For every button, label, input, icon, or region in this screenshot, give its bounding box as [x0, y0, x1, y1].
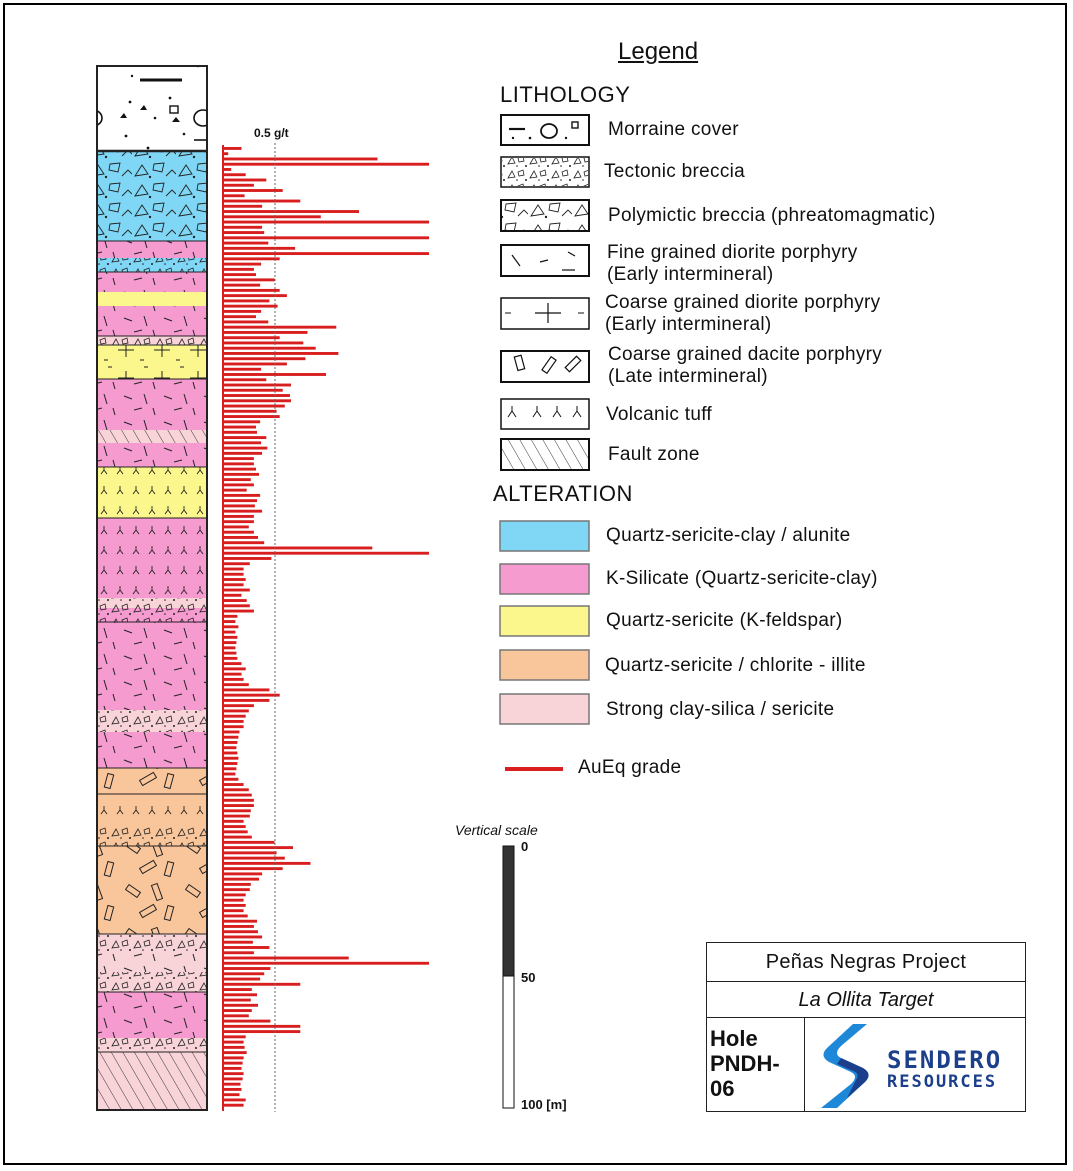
grade-bar — [223, 999, 251, 1002]
legend-title: Legend — [618, 38, 699, 65]
swatch-fine-diorite — [501, 245, 589, 276]
legend-lithology-swatches — [501, 115, 589, 470]
hole-id — [707, 1018, 805, 1111]
grade-bar — [223, 562, 250, 565]
grade-bar — [223, 930, 258, 933]
grade-bar — [223, 336, 280, 339]
grade-bar — [223, 594, 242, 597]
scale-tick-100: 100 [m] — [521, 1097, 567, 1112]
grade-bar — [223, 909, 244, 912]
grade-bar — [223, 704, 254, 707]
grade-bar — [223, 494, 260, 497]
grade-bar — [223, 247, 295, 250]
grade-bar — [223, 389, 283, 392]
grade-bar — [223, 205, 262, 208]
grade-bar — [223, 673, 242, 676]
grade-bar — [223, 368, 261, 371]
grade-bar — [223, 189, 283, 192]
alteration-label-1: Quartz-sericite-clay / alunite — [606, 525, 851, 546]
grade-bars — [223, 145, 429, 1111]
grade-bar — [223, 1020, 270, 1023]
grade-bar — [223, 720, 244, 723]
grade-bar — [223, 431, 257, 434]
grade-bar — [223, 457, 254, 460]
grade-bar — [223, 504, 255, 507]
grade-bar — [223, 510, 262, 513]
grade-bar — [223, 426, 256, 429]
grade-bar — [223, 578, 246, 581]
grade-bar — [223, 405, 285, 408]
grade-bar — [223, 147, 242, 150]
title-block — [706, 942, 1026, 1112]
grade-bar — [223, 1093, 240, 1096]
grade-bar — [223, 978, 260, 981]
grade-bar — [223, 441, 261, 444]
grade-bar — [223, 983, 300, 986]
grade-bar — [223, 709, 249, 712]
grade-bar — [223, 867, 283, 870]
lithology-label-5 — [605, 292, 880, 336]
lithology-label-4 — [607, 242, 858, 286]
grade-bar — [223, 757, 238, 760]
alteration-label-2: K-Silicate (Quartz-sericite-clay) — [606, 568, 878, 589]
swatch-dacite — [501, 351, 589, 382]
grade-bar — [223, 878, 259, 881]
swatch-alt-3 — [500, 606, 589, 636]
grade-bar — [223, 1051, 247, 1054]
grade-bar — [223, 499, 257, 502]
grade-bar — [223, 278, 275, 281]
grade-bar — [223, 547, 372, 550]
grade-bar — [223, 767, 236, 770]
company-name-line2: RESOURCES — [887, 1072, 998, 1092]
grade-bar — [223, 273, 256, 276]
grade-bar — [223, 473, 259, 476]
grade-bar — [223, 936, 262, 939]
grade-bar — [223, 347, 316, 350]
grade-bar — [223, 967, 270, 970]
grade-bar — [223, 1056, 244, 1059]
grade-bar — [223, 468, 256, 471]
grade-bar — [223, 809, 251, 812]
grade-bar — [223, 163, 429, 166]
grade-bar — [223, 620, 235, 623]
grade-bar — [223, 447, 267, 450]
grade-bar — [223, 252, 429, 255]
grade-bar — [223, 1030, 300, 1033]
grade-bar — [223, 625, 238, 628]
grade-bar — [223, 179, 266, 182]
swatch-volcanic-tuff — [501, 399, 589, 429]
grade-bar — [223, 825, 246, 828]
grade-bar — [223, 678, 244, 681]
grade-bar — [223, 483, 254, 486]
grade-bar — [223, 415, 280, 418]
grade-bar — [223, 378, 266, 381]
grade-bar — [223, 778, 238, 781]
hole-id-line1: Hole — [710, 1026, 758, 1051]
grade-bar — [223, 1072, 244, 1075]
lithology-label-6-line1: Coarse grained dacite porphyry — [608, 344, 883, 365]
grade-bar — [223, 462, 254, 465]
alteration-heading: ALTERATION — [493, 481, 633, 506]
grade-bar — [223, 541, 264, 544]
grade-bar — [223, 636, 237, 639]
grade-bar — [223, 904, 246, 907]
hole-id-line3: 06 — [710, 1076, 735, 1101]
grade-bar — [223, 652, 236, 655]
grade-bar — [223, 731, 240, 734]
grade-bar — [223, 520, 254, 523]
grade-bar — [223, 1004, 258, 1007]
grade-bar — [223, 320, 268, 323]
grade-bar — [223, 657, 237, 660]
grade-bar — [223, 736, 238, 739]
grade-bar — [223, 788, 249, 791]
grade-bar — [223, 173, 246, 176]
grade-bar — [223, 568, 244, 571]
swatch-tectonic-breccia — [501, 157, 589, 187]
grade-bar — [223, 410, 277, 413]
lithology-label-4-line2: (Early intermineral) — [607, 264, 774, 285]
grade-bar — [223, 200, 300, 203]
grade-bar — [223, 1088, 242, 1091]
grade-bar — [223, 236, 429, 239]
grade-bar — [223, 1062, 243, 1065]
grade-bar — [223, 489, 247, 492]
legend-alteration-swatches — [500, 521, 589, 724]
grade-bar — [223, 1035, 246, 1038]
grade-bar — [223, 352, 338, 355]
grade-bar — [223, 384, 291, 387]
grade-bar — [223, 741, 237, 744]
grade-bar — [223, 536, 258, 539]
grade-bar — [223, 215, 321, 218]
grade-bar — [223, 962, 429, 965]
lithology-label-1: Morraine cover — [608, 119, 739, 140]
grade-bar — [223, 804, 254, 807]
grade-bar — [223, 226, 262, 229]
grade-bar — [223, 615, 237, 618]
grade-bar — [223, 694, 280, 697]
lithology-column — [97, 66, 207, 1110]
grade-bar — [223, 631, 235, 634]
swatch-fault-zone — [501, 439, 589, 470]
grade-bar — [223, 194, 245, 197]
grade-bar — [223, 836, 252, 839]
grade-bar — [223, 941, 253, 944]
grade-bar — [223, 841, 275, 844]
lithology-label-7: Volcanic tuff — [606, 404, 713, 425]
grade-bar — [223, 773, 235, 776]
grade-bar — [223, 951, 254, 954]
lithology-label-5-line2: (Early intermineral) — [605, 314, 772, 335]
swatch-moraine — [501, 115, 589, 145]
lithology-label-3: Polymictic breccia (phreatomagmatic) — [608, 205, 936, 226]
grade-bar — [223, 310, 261, 313]
grade-bar — [223, 920, 257, 923]
grade-bar — [223, 1009, 252, 1012]
grade-bar — [223, 294, 287, 297]
grade-bar — [223, 715, 246, 718]
grade-bar — [223, 820, 244, 823]
swatch-alt-1 — [500, 521, 589, 551]
grade-bar — [223, 168, 231, 171]
grade-bar — [223, 299, 269, 302]
grade-bar — [223, 599, 247, 602]
grade-bar — [223, 342, 303, 345]
swatch-polymictic-breccia — [501, 200, 589, 231]
grade-bar — [223, 1041, 244, 1044]
grade-bar — [223, 699, 269, 702]
alteration-label-5: Strong clay-silica / sericite — [606, 699, 835, 720]
grade-bar — [223, 357, 305, 360]
grade-bar — [223, 604, 250, 607]
swatch-alt-5 — [500, 694, 589, 724]
grade-bar — [223, 883, 251, 886]
grade-bar — [223, 1046, 245, 1049]
grade-bar — [223, 184, 254, 187]
grade-bar — [223, 531, 254, 534]
grade-bar — [223, 752, 237, 755]
grade-legend-label: AuEq grade — [578, 757, 682, 778]
grade-bar — [223, 436, 266, 439]
vertical-scale-title: Vertical scale — [455, 822, 538, 838]
grade-bar — [223, 794, 252, 797]
grade-bar — [223, 762, 237, 765]
grade-bar — [223, 641, 236, 644]
grade-bar — [223, 210, 359, 213]
grade-bar — [223, 1077, 243, 1080]
grade-bar — [223, 263, 261, 266]
grade-bar — [223, 815, 250, 818]
grade-bar — [223, 363, 287, 366]
grade-bar — [223, 257, 280, 260]
lithology-label-2: Tectonic breccia — [604, 161, 746, 182]
grade-axis-label: 0.5 g/t — [254, 126, 289, 140]
grade-bar — [223, 478, 251, 481]
lithology-label-4-line1: Fine grained diorite porphyry — [607, 242, 858, 263]
grade-bar — [223, 515, 254, 518]
column-qs-band — [97, 292, 207, 306]
grade-bar — [223, 452, 262, 455]
company-logo — [805, 1018, 1025, 1111]
grade-bar — [223, 1098, 246, 1101]
grade-bar — [223, 420, 260, 423]
grade-bar — [223, 857, 285, 860]
hole-id-line2: PNDH- — [710, 1051, 780, 1076]
grade-bar — [223, 305, 278, 308]
grade-bar — [223, 972, 264, 975]
grade-bar — [223, 268, 254, 271]
lithology-heading: LITHOLOGY — [500, 82, 631, 107]
grade-bar — [223, 872, 262, 875]
project-name: Peñas Negras Project — [707, 943, 1025, 982]
grade-bar — [223, 946, 269, 949]
company-name-line1: SENDERO — [887, 1046, 1003, 1074]
grade-bar — [223, 552, 429, 555]
grade-bar — [223, 1014, 249, 1017]
grade-bar — [223, 1025, 300, 1028]
grade-bar — [223, 221, 429, 224]
grade-bar — [223, 993, 257, 996]
scale-tick-0: 0 — [521, 839, 529, 854]
swatch-alt-4 — [500, 650, 589, 680]
grade-bar — [223, 830, 248, 833]
grade-bar — [223, 589, 250, 592]
grade-bar — [223, 915, 248, 918]
grade-bar — [223, 851, 277, 854]
grade-bar — [223, 746, 236, 749]
grade-bar — [223, 846, 293, 849]
lithology-label-8: Fault zone — [608, 444, 700, 465]
lithology-label-5-line1: Coarse grained diorite porphyry — [605, 292, 881, 313]
grade-bar — [223, 1104, 244, 1107]
lithology-label-6-line2: (Late intermineral) — [608, 366, 768, 387]
target-name: La Ollita Target — [707, 982, 1025, 1018]
grade-bar — [223, 399, 291, 402]
grade-bar — [223, 662, 242, 665]
grade-bar — [223, 725, 244, 728]
grade-bar — [223, 610, 254, 613]
alteration-label-3: Quartz-sericite (K-feldspar) — [606, 610, 843, 631]
grade-bar — [223, 289, 280, 292]
grade-bar — [223, 646, 235, 649]
grade-bar — [223, 862, 311, 865]
grade-bar — [223, 573, 244, 576]
grade-bar — [223, 683, 249, 686]
grade-bar — [223, 1083, 241, 1086]
grade-bar — [223, 557, 271, 560]
grade-bar — [223, 394, 290, 397]
grade-bar — [223, 158, 378, 161]
grade-bar — [223, 242, 268, 245]
alteration-label-4: Quartz-sericite / chlorite - illite — [605, 655, 866, 676]
grade-bar — [223, 899, 244, 902]
grade-bar — [223, 525, 249, 528]
grade-bar — [223, 583, 244, 586]
swatch-coarse-diorite — [501, 298, 589, 329]
grade-bar — [223, 331, 308, 334]
sendero-logo-icon — [807, 1018, 883, 1111]
grade-bar — [223, 231, 264, 234]
grade-bar — [223, 326, 336, 329]
grade-bar — [223, 988, 252, 991]
grade-bar — [223, 925, 254, 928]
grade-bar — [223, 315, 256, 318]
grade-bar — [223, 783, 244, 786]
grade-bar — [223, 957, 349, 960]
grade-bar — [223, 688, 269, 691]
scale-tick-50: 50 — [521, 970, 536, 985]
lithology-label-6 — [608, 344, 882, 388]
grade-bar — [223, 888, 250, 891]
grade-bar — [223, 893, 246, 896]
swatch-alt-2 — [500, 564, 589, 594]
grade-bar — [223, 284, 260, 287]
vertical-scale — [503, 839, 567, 1112]
grade-bar — [223, 1067, 242, 1070]
grade-bar — [223, 667, 246, 670]
grade-bar — [223, 799, 254, 802]
